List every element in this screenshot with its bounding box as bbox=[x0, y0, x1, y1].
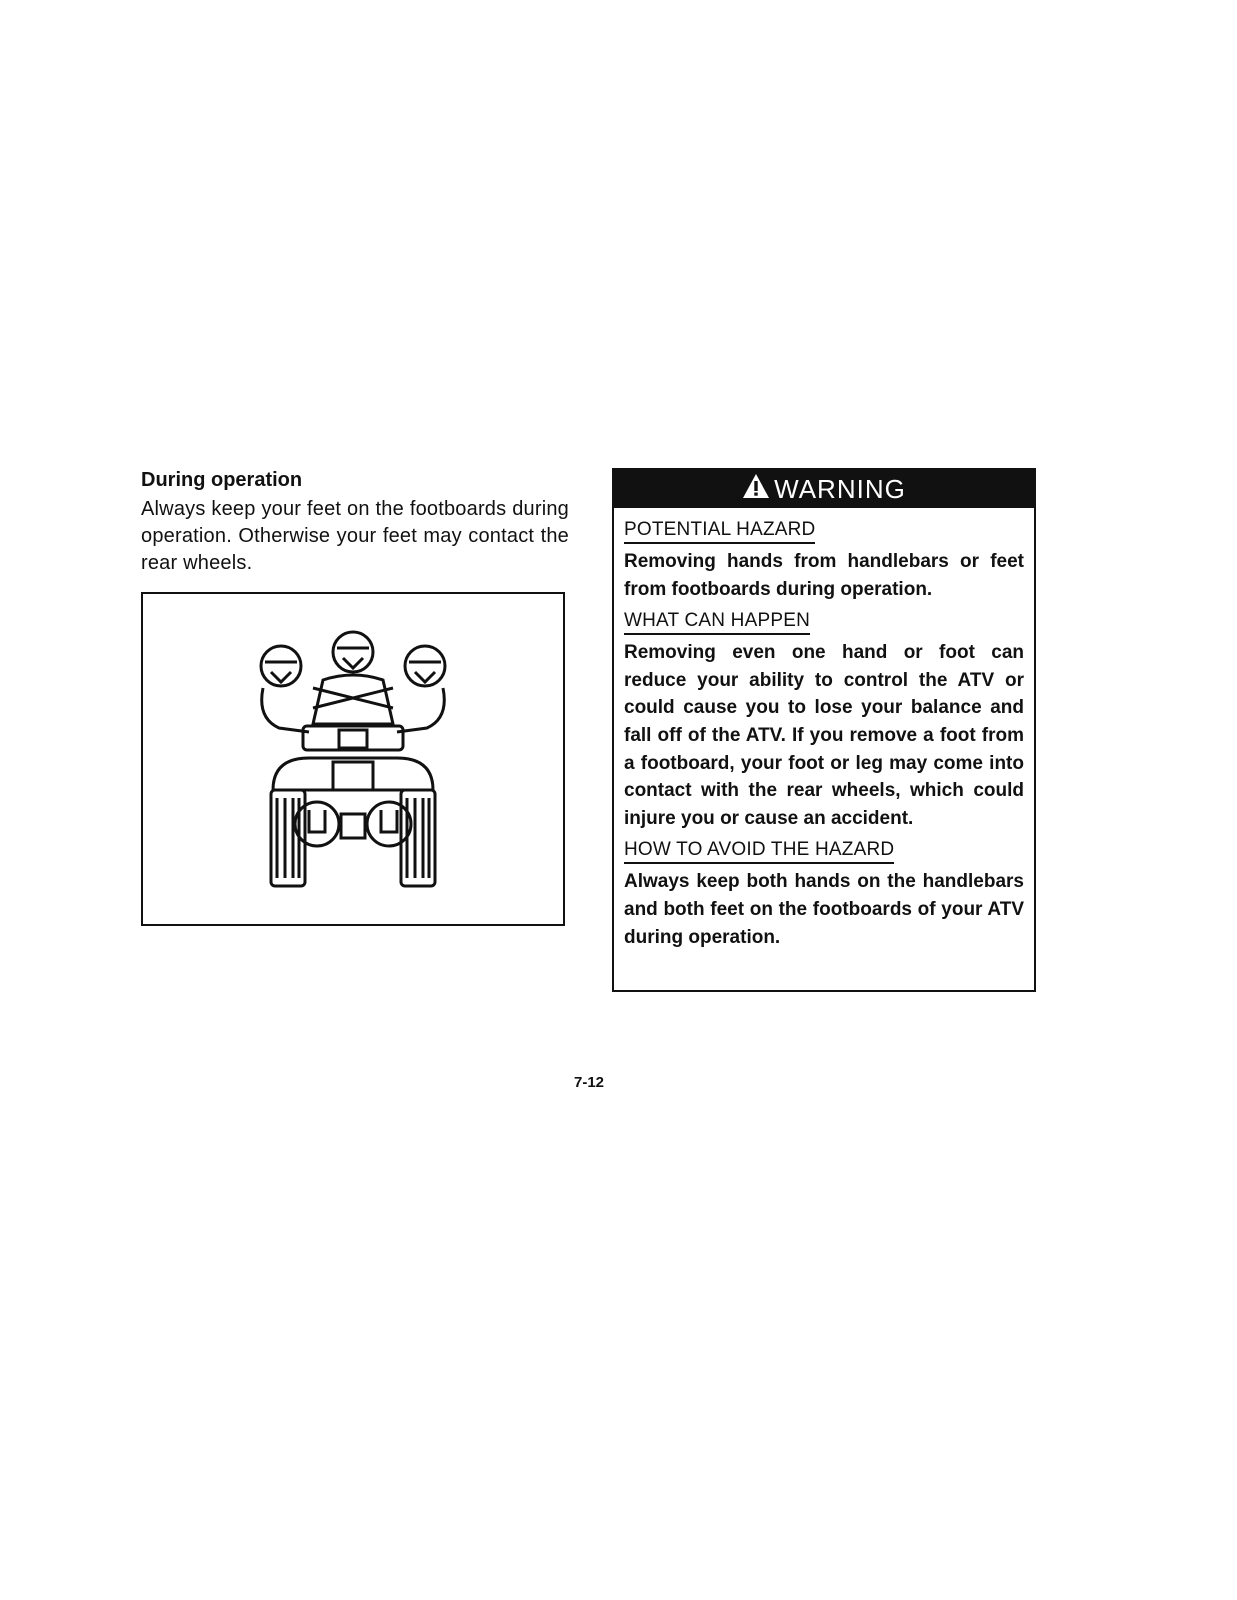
warning-title: WARNING bbox=[774, 473, 906, 504]
warning-content bbox=[614, 508, 1034, 951]
atv-three-riders-illustration bbox=[253, 618, 453, 898]
hazard-text: Removing hands from handlebars or feet from footboards during operation. bbox=[624, 551, 1024, 600]
body-paragraph: Always keep your feet on the footboards during operation. Otherwise your feet may contact the rear wheels. bbox=[141, 498, 569, 574]
left-column bbox=[141, 468, 569, 577]
section-heading: During operation bbox=[141, 469, 303, 491]
warning-box bbox=[612, 468, 1036, 992]
avoid-hazard-label: HOW TO AVOID THE HAZARD bbox=[624, 838, 894, 864]
avoid-hazard-text: Always keep both hands on the handlebars and both feet on the footboards of your ATV during operation. bbox=[624, 871, 1024, 948]
hazard-label: POTENTIAL HAZARD bbox=[624, 518, 815, 544]
page-number: 7-12 bbox=[574, 1074, 605, 1091]
what-can-happen-label: WHAT CAN HAPPEN bbox=[624, 609, 810, 635]
warning-header bbox=[614, 470, 1034, 508]
what-can-happen-text: Removing even one hand or foot can reduce your ability to control the ATV or could cause you to lose your balance and fall off of the ATV. If you remove a foot from a footboard, your foot or leg may come into contact with the rear wheels, which could injure you or cause an accident. bbox=[624, 642, 1024, 829]
figure-box bbox=[141, 592, 565, 926]
warning-triangle-icon bbox=[742, 473, 770, 506]
